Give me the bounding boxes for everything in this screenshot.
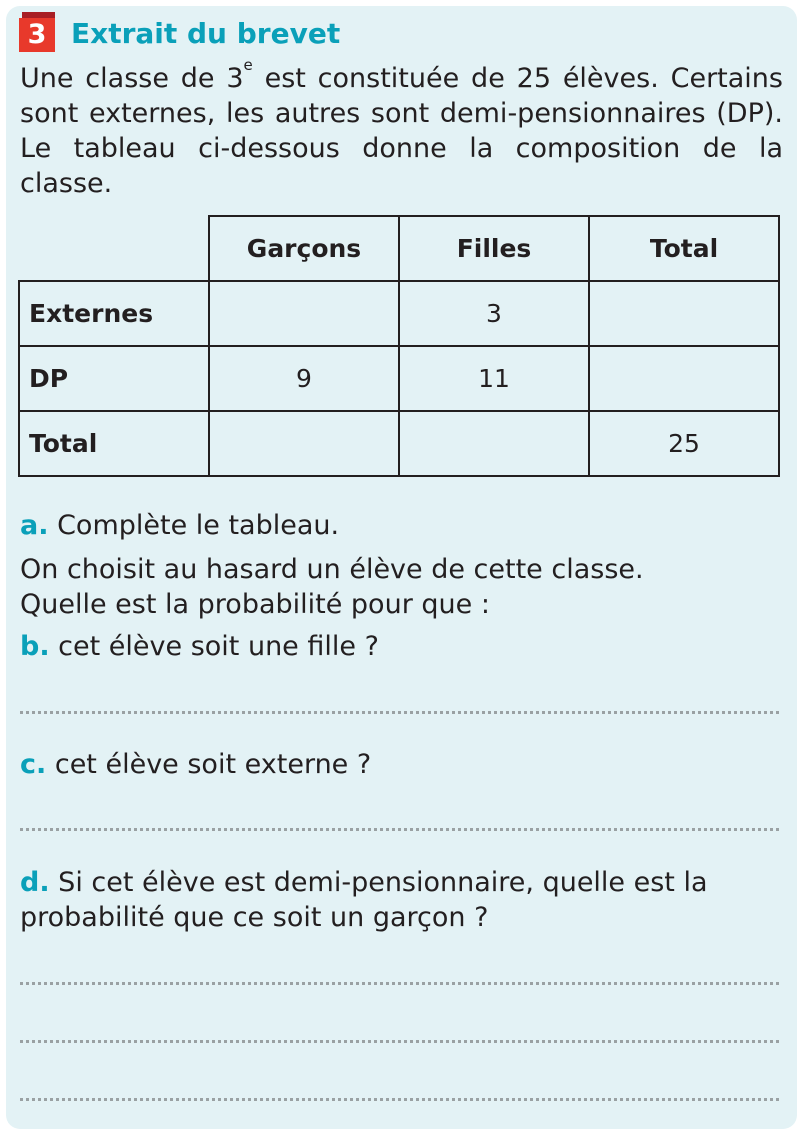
cell-externes-total[interactable]	[589, 281, 779, 346]
row-header-dp: DP	[19, 346, 209, 411]
answer-line-b[interactable]	[20, 711, 779, 714]
table-row-externes	[19, 281, 779, 346]
exercise-title: Extrait du brevet	[71, 17, 341, 50]
answer-line-d-2[interactable]	[20, 1040, 779, 1043]
question-c-label: c.	[20, 749, 47, 780]
answer-line-c[interactable]	[20, 828, 779, 831]
question-b-text: cet élève soit une fille ?	[49, 631, 379, 662]
table-row-dp	[19, 346, 779, 411]
cell-total-total[interactable]: 25	[589, 411, 779, 476]
question-b	[20, 629, 379, 664]
table-row-total	[19, 411, 779, 476]
row-header-externes: Externes	[19, 281, 209, 346]
question-a-text: Complète le tableau.	[48, 510, 340, 541]
column-header-garcons: Garçons	[209, 216, 399, 281]
cell-dp-filles[interactable]: 11	[399, 346, 589, 411]
context-line-1: On choisit au hasard un élève de cette classe.	[20, 554, 644, 585]
cell-dp-garcons[interactable]: 9	[209, 346, 399, 411]
question-a	[20, 508, 339, 543]
column-header-filles: Filles	[399, 216, 589, 281]
question-d-line-1	[20, 865, 708, 900]
table-header-row	[19, 216, 779, 281]
row-header-total: Total	[19, 411, 209, 476]
column-header-total: Total	[589, 216, 779, 281]
question-a-label: a.	[20, 510, 49, 541]
answer-line-d-3[interactable]	[20, 1098, 779, 1101]
cell-externes-filles[interactable]: 3	[399, 281, 589, 346]
intro-paragraph	[20, 56, 783, 201]
cell-total-filles[interactable]	[399, 411, 589, 476]
cell-externes-garcons[interactable]	[209, 281, 399, 346]
question-c	[20, 747, 371, 782]
intro-text-2: est constituée de 25 élèves. Certains sont externes, les autres sont demi-pensionnaires (DP). Le tableau ci-dessous donne la composition de la classe.	[20, 63, 783, 199]
question-d-label: d.	[20, 867, 50, 898]
question-d-text-1: Si cet élève est demi-pensionnaire, quelle est la	[49, 867, 708, 898]
intro-superscript: e	[243, 56, 253, 74]
question-d-line-2: probabilité que ce soit un garçon ?	[20, 902, 489, 933]
answer-line-d-1[interactable]	[20, 982, 779, 985]
cell-total-garcons[interactable]	[209, 411, 399, 476]
intro-text-1: Une classe de 3	[20, 63, 244, 94]
table-corner-cell	[19, 216, 209, 281]
exercise-number-badge: 3	[19, 18, 55, 52]
composition-table	[18, 215, 780, 477]
question-b-label: b.	[20, 631, 50, 662]
cell-dp-total[interactable]	[589, 346, 779, 411]
question-c-text: cet élève soit externe ?	[46, 749, 372, 780]
context-line-2: Quelle est la probabilité pour que :	[20, 589, 490, 620]
